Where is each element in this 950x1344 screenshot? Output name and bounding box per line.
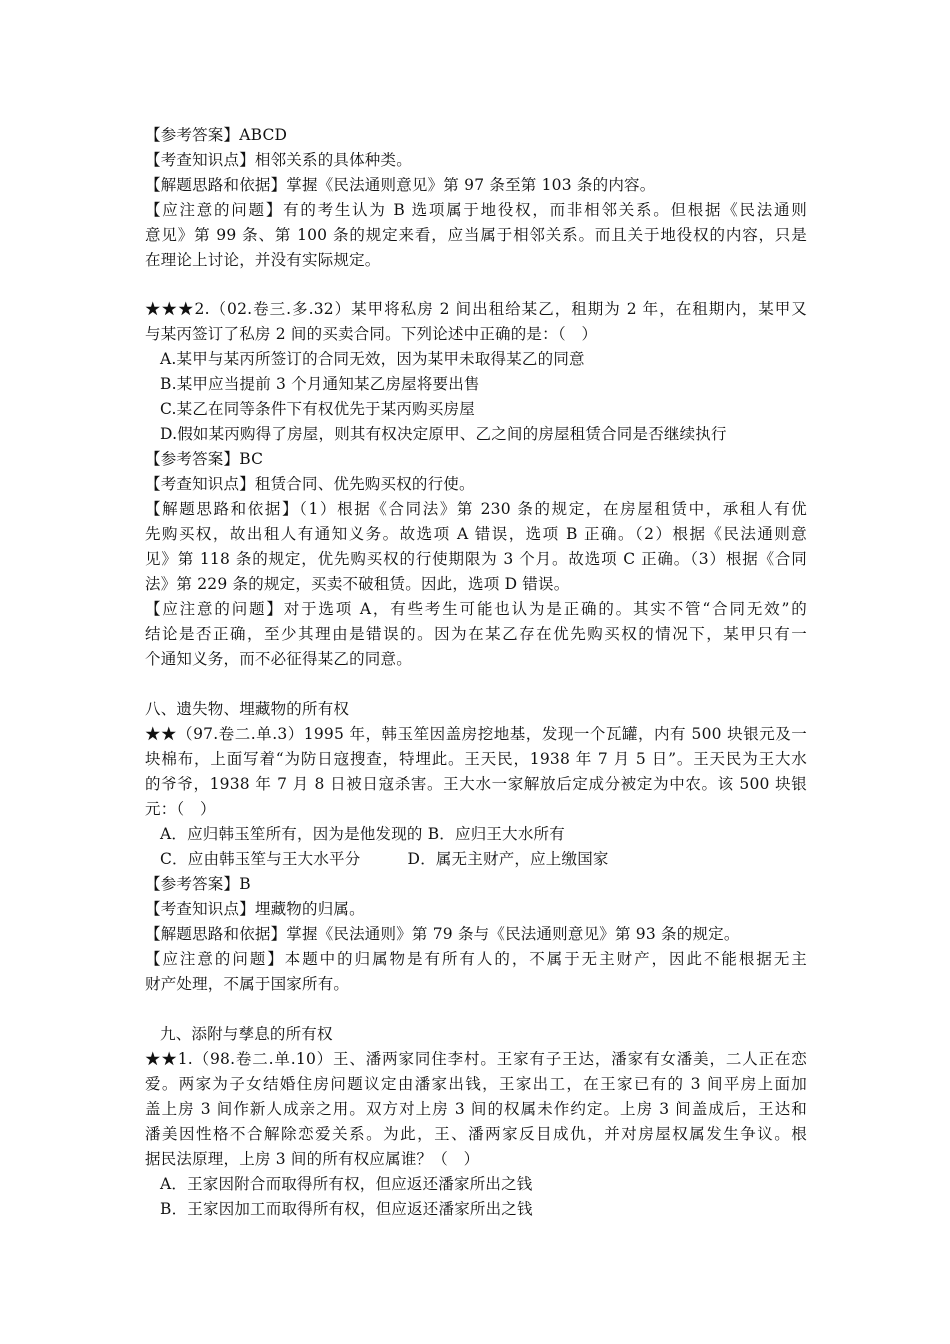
question-heading: ★★★2.（02.卷三.多.32）某甲将私房 2 间出租给某乙，租期为 2 年，在租期内，某甲又 (145, 300, 807, 318)
question-heading: ★★1.（98.卷二.单.10）王、潘两家同住李村。王家有子王达，潘家有女潘美，二人正在恋 (145, 1050, 807, 1068)
option-b: B.某甲应当提前 3 个月通知某乙房屋将要出售 (160, 375, 480, 393)
text-line: 【考查知识点】租赁合同、优先购买权的行使。 (145, 475, 475, 493)
text-line: 据民法原理，上房 3 间的所有权应属谁？（ ） (145, 1150, 480, 1168)
option-d: D.假如某丙购得了房屋，则其有权决定原甲、乙之间的房屋租赁合同是否继续执行 (160, 425, 727, 443)
text-line: 【解题思路和依据】掌握《民法通则》第 79 条与《民法通则意见》第 93 条的规定。 (145, 925, 740, 943)
text-line: 块棉布，上面写着“为防日寇搜查，特埋此。王天民，1938 年 7 月 5 日”。王天民为王大水 (145, 750, 807, 768)
text-line: 【应注意的问题】本题中的归属物是有所有人的，不属于无主财产，因此不能根据无主 (145, 950, 807, 968)
text-line: 元：（ ） (145, 800, 216, 818)
text-line: 与某丙签订了私房 2 间的买卖合同。下列论述中正确的是：（ ） (145, 325, 598, 343)
option-line: C．应由韩玉笙与王大水平分 D．属无主财产，应上缴国家 (160, 850, 609, 868)
section-heading: 八、遗失物、埋藏物的所有权 (145, 700, 350, 718)
text-line: 【考查知识点】埋藏物的归属。 (145, 900, 365, 918)
text-line: 先购买权，故出租人有通知义务。故选项 A 错误，选项 B 正确。（2）根据《民法通则意 (145, 525, 807, 543)
text-line: 【参考答案】BC (145, 450, 264, 468)
text-line: 【解题思路和依据】（1）根据《合同法》第 230 条的规定，在房屋租赁中，承租人有优 (145, 500, 807, 518)
text-line: 结论是否正确，至少其理由是错误的。因为在某乙存在优先购买权的情况下，某甲只有一 (145, 625, 807, 643)
text-line: 个通知义务，而不必征得某乙的同意。 (145, 650, 412, 668)
text-line: 【考查知识点】相邻关系的具体种类。 (145, 151, 412, 169)
option-c: C.某乙在同等条件下有权优先于某丙购买房屋 (160, 400, 475, 418)
option-a: A.某甲与某丙所签订的合同无效，因为某甲未取得某乙的同意 (160, 350, 585, 368)
text-line: 【参考答案】ABCD (145, 126, 288, 144)
text-line: 盖上房 3 间作新人成亲之用。双方对上房 3 间的权属未作约定。上房 3 间盖成后，王达和 (145, 1100, 807, 1118)
text-line: 财产处理，不属于国家所有。 (145, 975, 350, 993)
option-a: A．王家因附合而取得所有权，但应返还潘家所出之钱 (160, 1175, 533, 1193)
option-b: B．王家因加工而取得所有权，但应返还潘家所出之钱 (160, 1200, 533, 1218)
text-line: 法》第 229 条的规定，买卖不破租赁。因此，选项 D 错误。 (145, 575, 570, 593)
text-line: 见》第 118 条的规定，优先购买权的行使期限为 3 个月。故选项 C 正确。（3）根据《合同 (145, 550, 807, 568)
text-line: 【解题思路和依据】掌握《民法通则意见》第 97 条至第 103 条的内容。 (145, 176, 656, 194)
text-line: 【应注意的问题】有的考生认为 B 选项属于地役权，而非相邻关系。但根据《民法通则 (145, 201, 807, 219)
text-line: 的爷爷，1938 年 7 月 8 日被日寇杀害。王大水一家解放后定成分被定为中农。该 500 块银 (145, 775, 807, 793)
text-line: 潘美因性格不合解除恋爱关系。为此，王、潘两家反目成仇，并对房屋权属发生争议。根 (145, 1125, 807, 1143)
text-line: 【应注意的问题】对于选项 A，有些考生可能也认为是正确的。其实不管“合同无效”的 (145, 600, 807, 618)
section-heading: 九、添附与孳息的所有权 (160, 1025, 333, 1043)
text-line: 爱。两家为子女结婚住房问题议定由潘家出钱，王家出工，在王家已有的 3 间平房上面加 (145, 1075, 807, 1093)
text-line: 【参考答案】B (145, 875, 251, 893)
question-heading: ★★（97.卷二.单.3）1995 年，韩玉笙因盖房挖地基，发现一个瓦罐，内有 500 块银元及一 (145, 725, 807, 743)
option-line: A．应归韩玉笙所有，因为是他发现的 B．应归王大水所有 (160, 825, 565, 843)
text-line: 在理论上讨论，并没有实际规定。 (145, 251, 381, 269)
text-line: 意见》第 99 条、第 100 条的规定来看，应当属于相邻关系。而且关于地役权的内容，只是 (145, 226, 807, 244)
